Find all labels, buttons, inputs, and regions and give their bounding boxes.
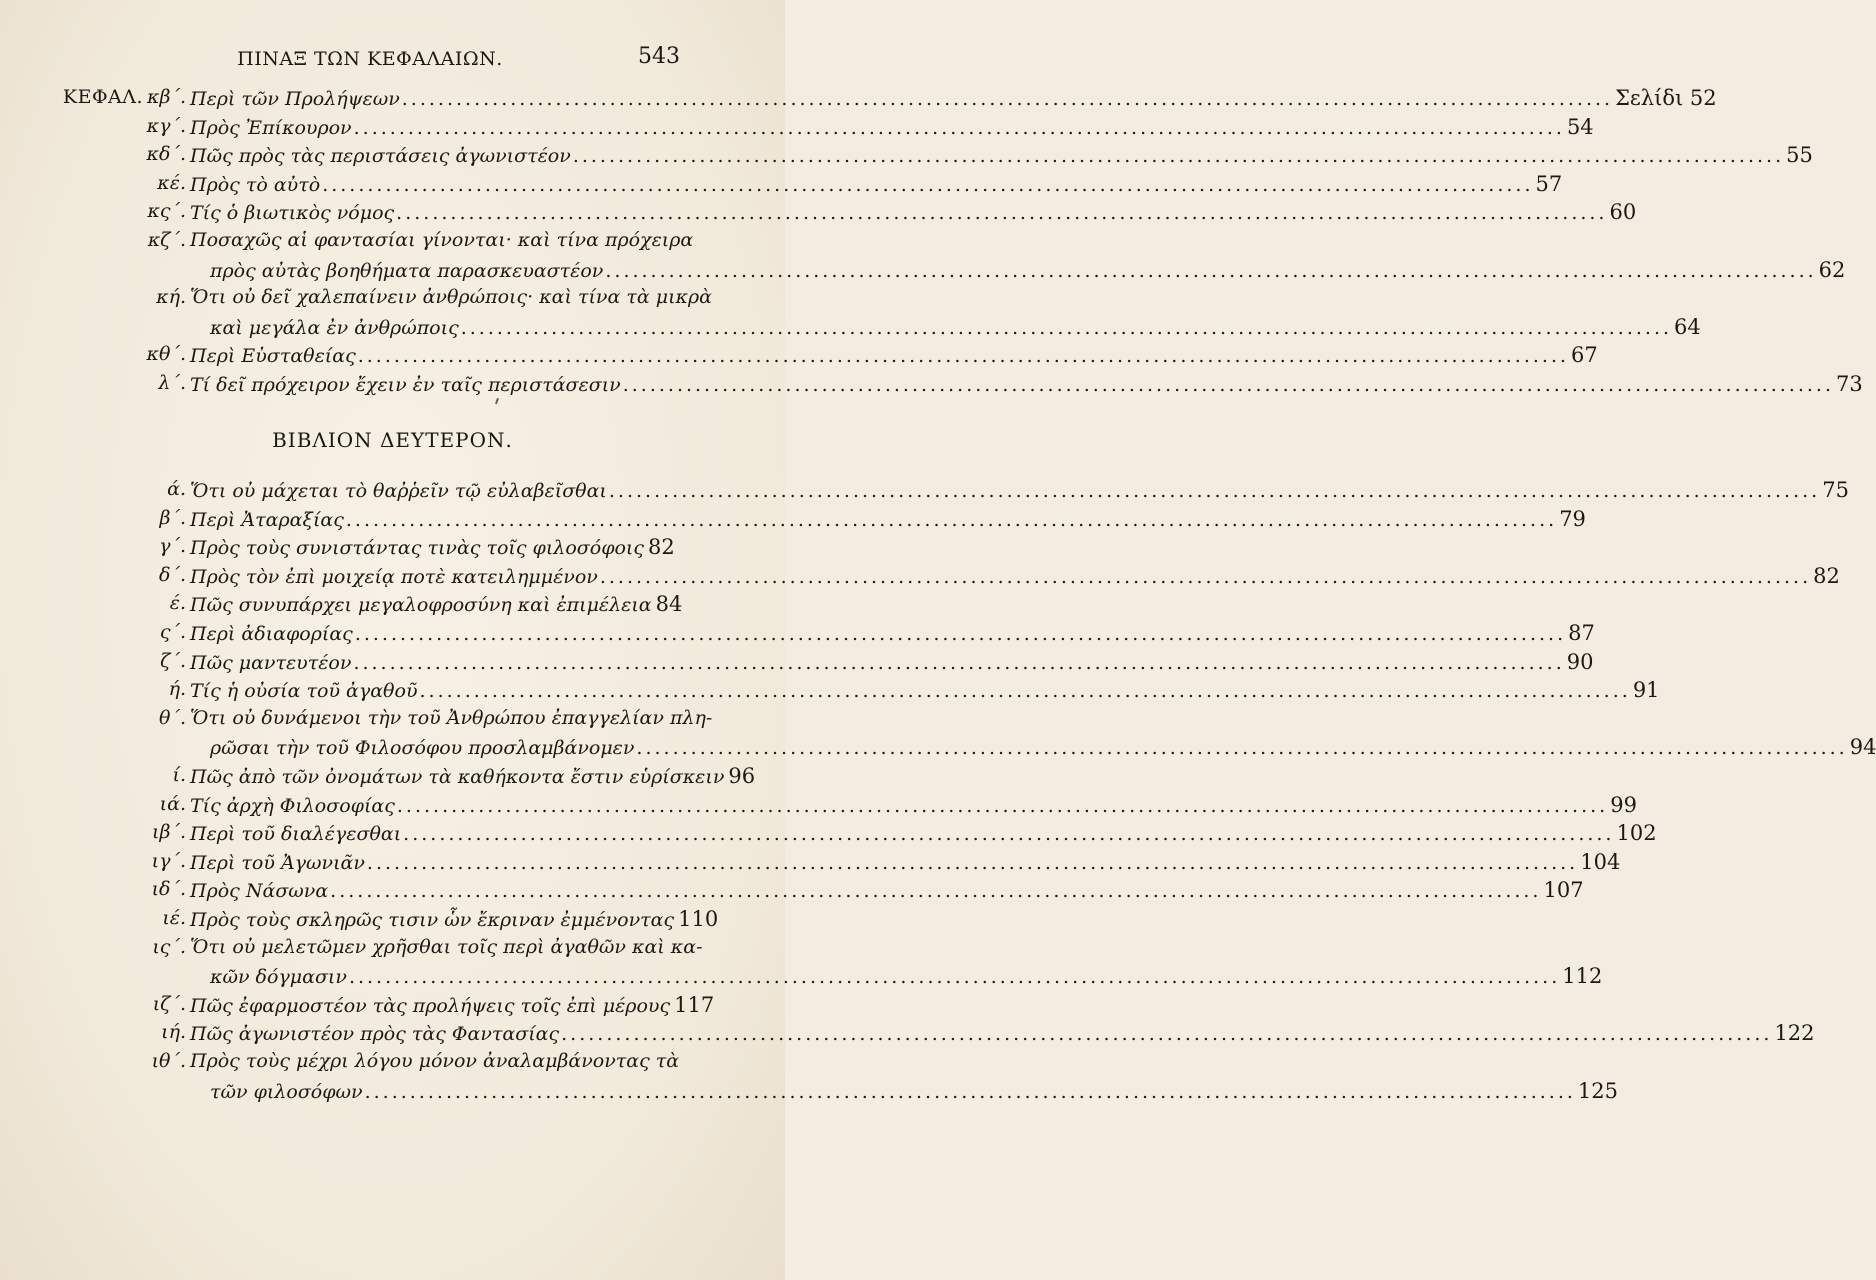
chapter-number <box>60 229 186 251</box>
dot-leader <box>367 852 1578 874</box>
dot-leader <box>403 823 1614 845</box>
dot-leader <box>353 652 1564 674</box>
chapter-number <box>60 793 186 815</box>
chapter-number <box>60 764 186 786</box>
chapter-number <box>60 200 186 222</box>
chapter-number <box>0 86 186 108</box>
entry-line <box>190 200 1637 225</box>
entry-line <box>210 964 1603 989</box>
chapter-numeral: κδ΄. <box>146 143 186 166</box>
chapter-title: Ὅτι οὐ δυνάμενοι τὴν τοῦ Ἀνθρώπου ἐπαγγελίαν πλη- <box>190 706 713 729</box>
chapter-title: καὶ μεγάλα ἐν ἀνθρώποις <box>210 316 459 339</box>
page-number: 543 <box>638 44 680 69</box>
dot-leader <box>396 202 1607 224</box>
dot-leader <box>461 317 1672 339</box>
chapter-number <box>60 143 186 165</box>
print-mark <box>495 398 499 404</box>
chapter-numeral: ιθ΄. <box>151 1050 186 1072</box>
page-reference: 104 <box>1580 849 1621 874</box>
chapter-numeral: ή. <box>168 678 186 701</box>
page-reference: 112 <box>1562 964 1603 989</box>
chapter-number <box>60 850 186 872</box>
chapter-number <box>60 535 186 557</box>
chapter-title: Πρὸς Νάσωνα <box>190 880 329 903</box>
entry-line <box>190 592 683 617</box>
chapter-number <box>60 993 186 1015</box>
entry-line <box>210 257 1846 282</box>
chapter-number <box>60 650 186 672</box>
chapter-title: Πρὸς τὸ αὐτὸ <box>190 173 321 196</box>
dot-leader <box>609 480 1820 502</box>
page-reference: 54 <box>1566 114 1594 139</box>
chapter-number <box>60 621 186 643</box>
chapter-title: Πρὸς τοὺς συνιστάντας τινὰς τοῖς φιλοσόφοις <box>190 537 645 560</box>
page-reference: 122 <box>1774 1021 1815 1046</box>
entry-line <box>190 706 713 729</box>
chapter-title: Πῶς ἀπὸ τῶν ὀνομάτων τὰ καθήκοντα ἔστιν εὑρίσκειν <box>190 766 725 788</box>
chapter-prefix: ΚΕΦΑΛ. <box>62 86 144 108</box>
entry-line <box>190 935 703 958</box>
chapter-numeral: κς΄. <box>147 200 186 223</box>
chapter-number <box>60 564 186 586</box>
dot-leader <box>573 145 1784 167</box>
chapter-title: Πῶς πρὸς τὰς περιστάσεις ἀγωνιστέον <box>190 145 571 168</box>
chapter-numeral: ς΄. <box>159 621 186 643</box>
chapter-title: Ὅτι οὐ μελετῶμεν χρῆσθαι τοῖς περὶ ἀγαθῶν καὶ κα- <box>190 935 703 958</box>
page-reference: 55 <box>1786 143 1813 168</box>
chapter-numeral: ιβ΄. <box>152 821 186 844</box>
entry-line <box>190 1021 1815 1046</box>
chapter-title: ρῶσαι τὴν τοῦ Φιλοσόφου προσλαμβάνομεν <box>210 737 635 760</box>
chapter-title: Περὶ Εὐσταθείας <box>190 345 356 368</box>
entry-line <box>190 114 1594 139</box>
chapter-title: Πῶς ἀγωνιστέον πρὸς τὰς Φαντασίας <box>190 1023 560 1046</box>
chapter-numeral: ιέ. <box>162 907 186 929</box>
chapter-title: Ποσαχῶς αἱ φαντασίαι γίνονται· καὶ τίνα πρόχειρα <box>190 229 694 251</box>
page-reference: 75 <box>1822 478 1849 502</box>
chapter-number <box>60 821 186 843</box>
dot-leader <box>346 509 1557 531</box>
entry-line <box>210 735 1876 760</box>
page-reference: 91 <box>1632 678 1660 703</box>
entry-line <box>210 1078 1618 1103</box>
page-header <box>70 44 680 80</box>
entry-line <box>190 907 719 931</box>
chapter-number <box>60 1021 186 1043</box>
entry-line <box>190 792 1637 817</box>
page-reference: 117 <box>674 992 715 1017</box>
page-reference: 67 <box>1571 343 1598 368</box>
running-title: ΠΙΝΑΞ ΤΩΝ ΚΕΦΑΛΑΙΩΝ. <box>237 48 503 70</box>
chapter-numeral: ις΄. <box>152 935 186 958</box>
chapter-title: Περὶ ἀδιαφορίας <box>190 623 353 645</box>
chapter-numeral: ά. <box>167 478 186 500</box>
entry-line <box>190 229 694 251</box>
chapter-title: Πῶς συνυπάρχει μεγαλοφροσύνη καὶ ἐπιμέλεια <box>190 594 652 617</box>
dot-leader <box>365 1081 1576 1103</box>
chapter-numeral: ζ΄. <box>160 649 186 672</box>
dot-leader <box>358 345 1569 367</box>
chapter-number <box>60 1050 186 1072</box>
dot-leader <box>355 623 1566 645</box>
page-reference: 94 <box>1849 735 1876 760</box>
dot-leader <box>636 737 1847 759</box>
dot-leader <box>561 1023 1772 1045</box>
page-reference: 60 <box>1609 200 1637 225</box>
entry-line <box>190 372 1863 396</box>
page-reference: 57 <box>1535 171 1563 196</box>
chapter-title: Πρὸς τοὺς μέχρι λόγου μόνον ἀναλαμβάνοντας τὰ <box>190 1050 680 1072</box>
dot-leader <box>397 795 1608 817</box>
chapter-numeral: κζ΄. <box>147 229 186 251</box>
page-reference: 84 <box>655 592 683 617</box>
dot-leader <box>402 88 1613 110</box>
chapter-numeral: ιή. <box>161 1021 186 1044</box>
page-reference: 64 <box>1674 314 1701 339</box>
chapter-title: Τί δεῖ πρόχειρον ἔχειν ἐν ταῖς περιστάσεσιν <box>190 374 621 396</box>
chapter-title: Πρὸς τοὺς σκληρῶς τισιν ὧν ἔκριναν ἐμμένοντας <box>190 909 675 931</box>
page-reference: 87 <box>1568 621 1595 645</box>
page-reference: 110 <box>678 907 719 931</box>
page-reference: 96 <box>728 764 756 788</box>
chapter-numeral: λ΄. <box>158 372 186 394</box>
chapter-numeral: δ΄. <box>159 563 186 586</box>
page-reference: 79 <box>1559 506 1586 531</box>
entry-line <box>190 1050 680 1072</box>
chapter-title: Ὅτι οὐ μάχεται τὸ θαῤῥεῖν τῷ εὐλαβεῖσθαι <box>190 480 607 502</box>
chapter-numeral: κβ΄. <box>147 86 186 108</box>
chapter-numeral: θ΄. <box>159 706 186 729</box>
chapter-numeral: κγ΄. <box>146 114 186 137</box>
page-reference: Σελίδι 52 <box>1615 86 1717 110</box>
entry-line <box>190 678 1660 703</box>
entry-line <box>190 286 712 309</box>
chapter-numeral: κθ΄. <box>146 343 186 366</box>
chapter-number <box>60 478 186 500</box>
chapter-number <box>60 707 186 729</box>
entry-line <box>190 506 1586 531</box>
page-reference: 82 <box>648 535 675 560</box>
entry-line <box>190 992 715 1017</box>
chapter-title: Πῶς μαντευτέον <box>190 651 352 674</box>
dot-leader <box>600 566 1811 588</box>
chapter-title: Τίς ἡ οὐσία τοῦ ἀγαθοῦ <box>190 680 418 703</box>
chapter-title: Περὶ τῶν Προλήψεων <box>190 88 400 110</box>
chapter-title: Ὅτι οὐ δεῖ χαλεπαίνειν ἀνθρώποις· καὶ τίνα τὰ μικρὰ <box>190 286 712 309</box>
chapter-number <box>60 286 186 308</box>
page-reference: 82 <box>1813 563 1840 588</box>
chapter-numeral: ιγ΄. <box>151 849 186 872</box>
entry-line <box>190 86 1717 110</box>
dot-leader <box>420 680 1631 702</box>
page-reference: 73 <box>1836 372 1863 396</box>
chapter-title: Περὶ τοῦ διαλέγεσθαι <box>190 823 402 846</box>
chapter-numeral: ιδ΄. <box>151 878 186 901</box>
page-reference: 102 <box>1616 821 1657 846</box>
chapter-number <box>60 343 186 365</box>
entry-line <box>190 821 1657 846</box>
chapter-numeral: ιζ΄. <box>152 992 186 1015</box>
chapter-number <box>60 907 186 929</box>
chapter-title: Περὶ Ἀταραξίας <box>190 508 344 531</box>
dot-leader <box>354 117 1565 139</box>
entry-line <box>210 314 1701 339</box>
chapter-number <box>60 936 186 958</box>
page-reference: 62 <box>1818 257 1846 282</box>
page-reference: 125 <box>1577 1078 1618 1103</box>
chapter-numeral: ί. <box>172 764 186 786</box>
page-reference: 99 <box>1610 792 1637 817</box>
entry-line <box>190 649 1594 674</box>
chapter-numeral: κέ. <box>157 171 186 194</box>
page-reference: 90 <box>1566 649 1594 674</box>
entry-line <box>190 143 1813 168</box>
chapter-number <box>60 678 186 700</box>
chapter-numeral: έ. <box>169 592 186 615</box>
chapter-number <box>60 507 186 529</box>
chapter-title: Πρὸς Ἐπίκουρον <box>190 116 352 139</box>
chapter-number <box>60 115 186 137</box>
entry-line <box>190 563 1840 588</box>
dot-leader <box>623 374 1834 396</box>
chapter-number <box>60 592 186 614</box>
entry-line <box>190 878 1584 903</box>
chapter-numeral: κή. <box>156 286 186 309</box>
chapter-title: Τίς ὁ βιωτικὸς νόμος <box>190 202 395 225</box>
page-reference: 107 <box>1543 878 1584 903</box>
entry-line <box>190 343 1598 368</box>
entry-line <box>190 535 675 560</box>
section-title: ΒΙΒΛΙΟΝ ΔΕΥΤΕΡΟΝ. <box>272 428 513 452</box>
chapter-title: Πρὸς τὸν ἐπὶ μοιχείᾳ ποτὲ κατειλημμένον <box>190 565 598 588</box>
chapter-title: τῶν φιλοσόφων <box>210 1080 363 1103</box>
dot-leader <box>349 966 1560 988</box>
entry-line <box>190 849 1621 874</box>
chapter-number <box>60 878 186 900</box>
chapter-number <box>60 172 186 194</box>
chapter-title: κῶν δόγμασιν <box>210 966 347 989</box>
chapter-numeral: ιά. <box>159 792 186 815</box>
dot-leader <box>605 260 1816 282</box>
entry-line <box>190 764 756 788</box>
chapter-title: Τίς ἀρχὴ Φιλοσοφίας <box>190 794 395 817</box>
dot-leader <box>330 880 1541 902</box>
chapter-number <box>60 372 186 394</box>
chapter-numeral: γ΄. <box>159 535 186 558</box>
chapter-title: πρὸς αὐτὰς βοηθήματα παρασκευαστέον <box>210 259 604 282</box>
chapter-title: Περὶ τοῦ Ἀγωνιᾶν <box>190 851 365 874</box>
chapter-numeral: β΄. <box>159 506 186 529</box>
dot-leader <box>322 174 1533 196</box>
chapter-title: Πῶς ἐφαρμοστέον τὰς προλήψεις τοῖς ἐπὶ μέρους <box>190 994 671 1017</box>
entry-line <box>190 478 1849 502</box>
entry-line <box>190 621 1595 645</box>
entry-line <box>190 171 1563 196</box>
